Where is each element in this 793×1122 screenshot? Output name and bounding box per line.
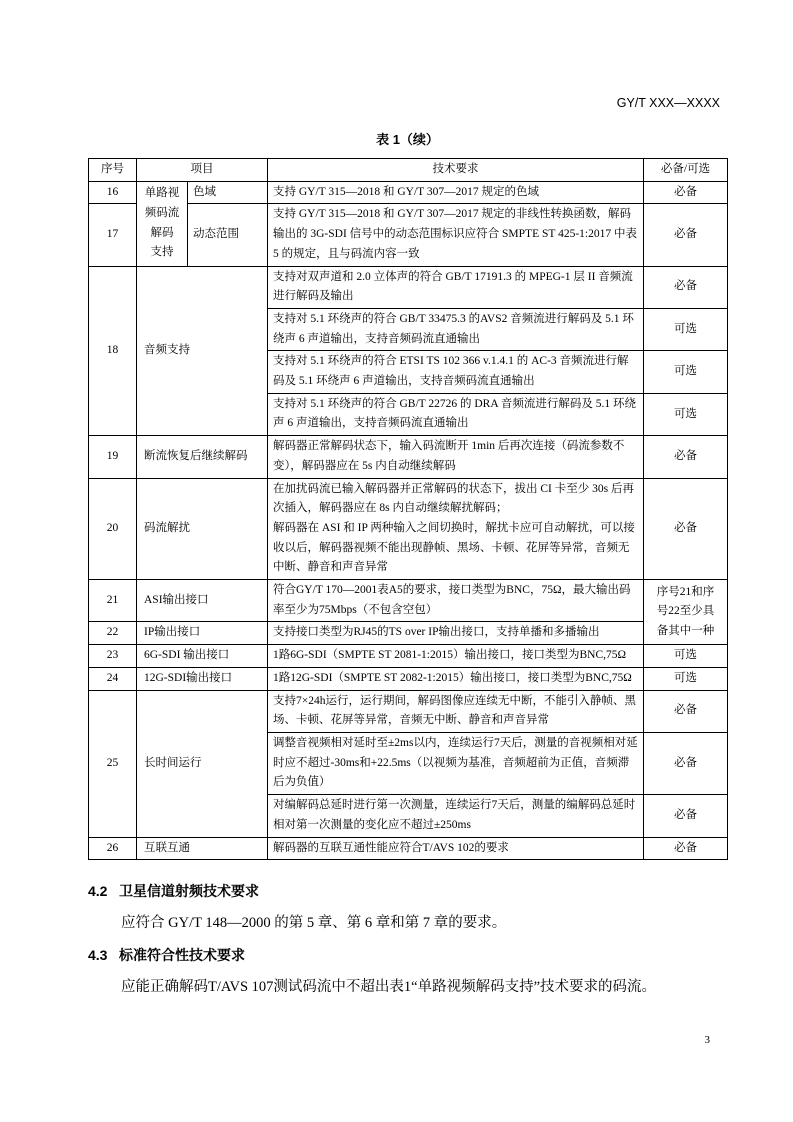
- header-no: 序号: [89, 159, 137, 182]
- requirement-text: 支持接口类型为RJ45的TS over IP输出接口，支持单播和多播输出: [268, 622, 644, 645]
- row-number: 24: [89, 667, 137, 690]
- table-row: [89, 266, 728, 308]
- item-group-line: 单路视: [144, 187, 180, 200]
- row-number: 22: [89, 622, 137, 645]
- requirement-text: 支持对 5.1 环绕声的符合 GB/T 22726 的 DRA 音频流进行解码及 5.1 环绕声 6 声道输出，支持音频码流直通输出: [268, 393, 644, 435]
- item-group-line: 解码: [150, 226, 174, 239]
- row-number: 25: [89, 690, 137, 837]
- requirement-text: 对编解码总延时进行第一次测量，连续运行7天后，测量的编解码总延时相对第一次测量的变化应不超过±250ms: [268, 795, 644, 837]
- required-optional: 必备: [644, 204, 728, 266]
- requirement-text: 支持7×24h运行，运行期间，解码图像应连续无中断，不能引入静帧、黑场、卡顿、花屏等异常，音频无中断、静音和声音异常: [268, 690, 644, 732]
- required-optional: 必备: [644, 436, 728, 478]
- required-optional: 可选: [644, 645, 728, 668]
- requirement-text: [268, 478, 644, 580]
- requirement-paragraph: 解码器在 ASI 和 IP 两种输入之间切换时，解扰卡应可自动解扰，可以接收以后，解码器视频不能出现静帧、黑场、卡顿、花屏等异常，音频无中断、静音和声音异常: [273, 521, 635, 574]
- requirement-text: 支持 GY/T 315—2018 和 GY/T 307—2017 规定的色域: [268, 181, 644, 204]
- header-item: 项目: [137, 159, 268, 182]
- table-row: [89, 837, 728, 860]
- page-number: 3: [704, 1034, 710, 1046]
- table-header-row: [89, 159, 728, 182]
- section-number: 4.3: [88, 947, 108, 964]
- requirement-text: 支持对双声道和 2.0 立体声的符合 GB/T 17191.3 的 MPEG-1 层 II 音频流进行解码及输出: [268, 266, 644, 308]
- section-4-2: [88, 875, 727, 939]
- required-optional: 必备: [644, 732, 728, 794]
- item-name: 色域: [188, 181, 268, 204]
- document-number: GY/T XXX—XXXX: [616, 96, 720, 110]
- row-number: 16: [89, 181, 137, 204]
- table-row: [89, 181, 728, 204]
- row-number: 17: [89, 204, 137, 266]
- section-paragraph: 应能正确解码T/AVS 107测试码流中不超出表1“单路视频解码支持”技术要求的码流。: [121, 979, 657, 996]
- required-optional: 可选: [644, 351, 728, 393]
- table-row: [89, 667, 728, 690]
- item-name: 长时间运行: [137, 690, 268, 837]
- table-row: [89, 478, 728, 580]
- row-number: 23: [89, 645, 137, 668]
- section-4-3: [88, 939, 727, 1003]
- item-name: 互联互通: [137, 837, 268, 860]
- item-name: 音频支持: [137, 266, 268, 436]
- row-number: 26: [89, 837, 137, 860]
- requirements-table: [88, 158, 728, 860]
- section-number: 4.2: [88, 883, 108, 900]
- table-row: [89, 690, 728, 732]
- requirement-text: 解码器正常解码状态下，输入码流断开 1min 后再次连接（码流参数不变），解码器应在 5s 内自动继续解码: [268, 436, 644, 478]
- table-caption: 表 1（续）: [376, 132, 439, 147]
- section-title: 卫星信道射频技术要求: [119, 883, 259, 900]
- section-paragraph: 应符合 GY/T 148—2000 的第 5 章、第 6 章和第 7 章的要求。: [121, 915, 507, 932]
- requirement-paragraph: 在加扰码流已输入解码器并正常解码的状态下，拔出 CI 卡至少 30s 后再次插入，解码器应在 8s 内自动继续解扰解码；: [273, 482, 634, 515]
- table-row: [89, 645, 728, 668]
- item-group-line: 频码流: [144, 206, 180, 219]
- item-name: 动态范围: [188, 204, 268, 266]
- row-number: 20: [89, 478, 137, 580]
- item-name: 6G-SDI 输出接口: [137, 645, 268, 668]
- requirement-text: 调整音视频相对延时至±2ms以内，连续运行7天后，测量的音视频相对延时应不超过-30ms和+22.5ms（以视频为基准，音频超前为正值，音频滞后为负值）: [268, 732, 644, 794]
- required-optional: 必备: [644, 795, 728, 837]
- required-optional-shared: 序号21和序号22至少具备其中一种: [644, 580, 728, 645]
- item-name: ASI输出接口: [137, 580, 268, 622]
- item-name: 断流恢复后继续解码: [137, 436, 268, 478]
- required-optional: 必备: [644, 690, 728, 732]
- table-row: [89, 580, 728, 622]
- required-optional: 可选: [644, 393, 728, 435]
- table-row: [89, 436, 728, 478]
- table-row: [89, 622, 728, 645]
- content-area: [88, 158, 727, 1003]
- header-required-optional: 必备/可选: [644, 159, 728, 182]
- header-requirement: 技术要求: [268, 159, 644, 182]
- requirement-text: 符合GY/T 170—2001表A5的要求，接口类型为BNC，75Ω，最大输出码率至少为75Mbps（不包含空包）: [268, 580, 644, 622]
- item-name: 码流解扰: [137, 478, 268, 580]
- row-number: 21: [89, 580, 137, 622]
- required-optional: 可选: [644, 667, 728, 690]
- requirement-text: 1路12G-SDI（SMPTE ST 2082-1:2015）输出接口，接口类型为BNC,75Ω: [268, 667, 644, 690]
- required-optional: 可选: [644, 308, 728, 350]
- required-optional: 必备: [644, 837, 728, 860]
- item-group-single-video: [137, 181, 188, 266]
- row-number: 19: [89, 436, 137, 478]
- section-heading: [88, 939, 727, 971]
- item-name: 12G-SDI输出接口: [137, 667, 268, 690]
- required-optional: 必备: [644, 181, 728, 204]
- requirement-text: 支持对 5.1 环绕声的符合 ETSI TS 102 366 v.1.4.1 的 AC-3 音频流进行解码及 5.1 环绕声 6 声道输出，支持音频码流直通输出: [268, 351, 644, 393]
- requirement-text: 支持对 5.1 环绕声的符合 GB/T 33475.3 的AVS2 音频流进行解码及 5.1 环绕声 6 声道输出，支持音频码流直通输出: [268, 308, 644, 350]
- required-optional: 必备: [644, 478, 728, 580]
- section-heading: [88, 875, 727, 907]
- requirement-text: 支持 GY/T 315—2018 和 GY/T 307—2017 规定的非线性转换函数，解码输出的 3G-SDI 信号中的动态范围标识应符合 SMPTE ST 425-1:2017 中表 5 的规定，且与码流内容一致: [268, 204, 644, 266]
- required-optional: 必备: [644, 266, 728, 308]
- item-group-line: 支持: [150, 246, 174, 259]
- requirement-text: 1路6G-SDI（SMPTE ST 2081-1:2015）输出接口，接口类型为BNC,75Ω: [268, 645, 644, 668]
- item-name: IP输出接口: [137, 622, 268, 645]
- row-number: 18: [89, 266, 137, 436]
- requirement-text: 解码器的互联互通性能应符合T/AVS 102的要求: [268, 837, 644, 860]
- section-title: 标准符合性技术要求: [119, 947, 245, 964]
